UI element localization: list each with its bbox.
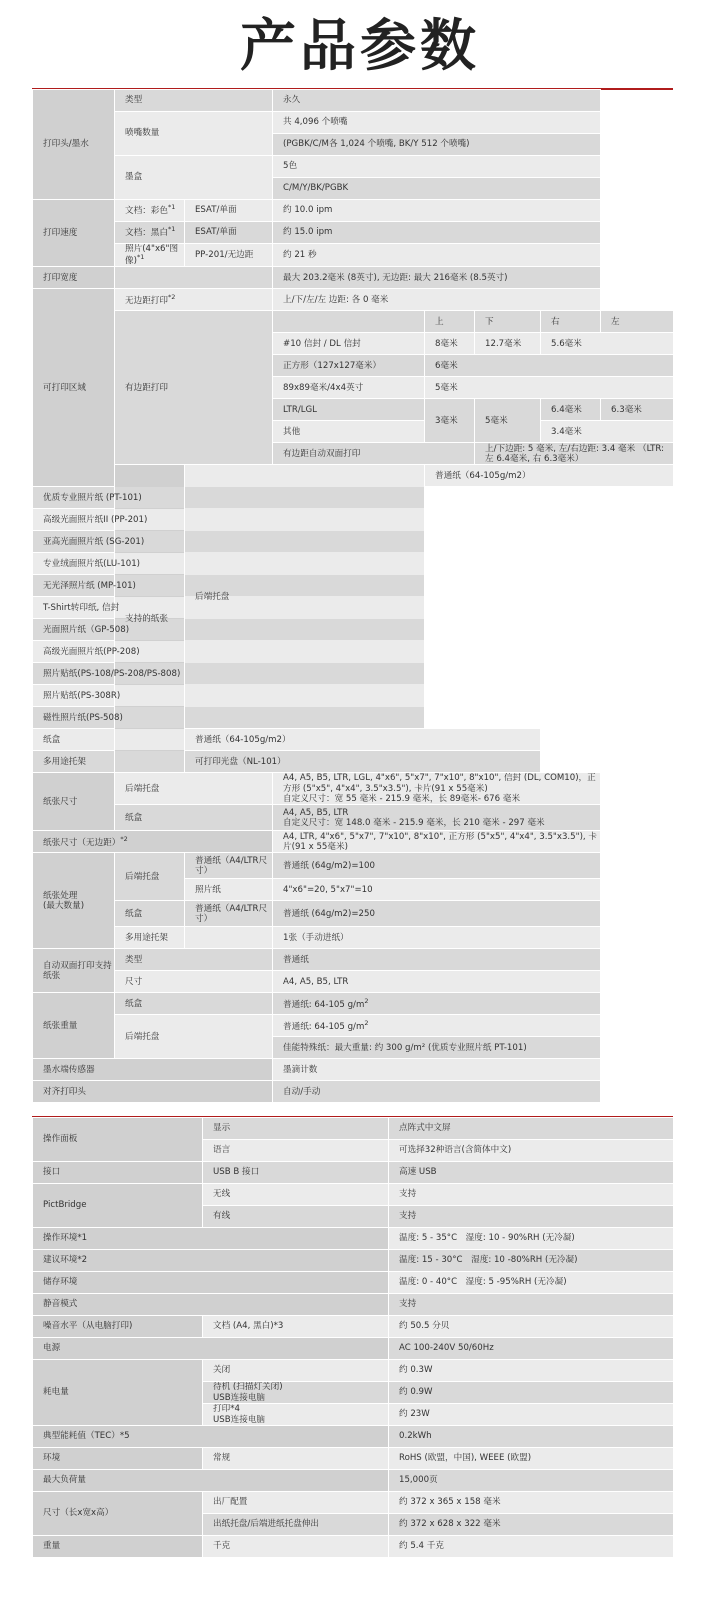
table-cell: 6毫米 xyxy=(425,355,674,377)
table-cell: 上/下边距: 5 毫米, 左/右边距: 3.4 毫米 （LTR: 左 6.4毫米, 右 6.3毫米） xyxy=(475,443,674,465)
table-cell: 6.4毫米 xyxy=(541,399,601,421)
table-cell: 普通纸（64-105g/m2） xyxy=(425,465,674,487)
table-cell: 电源 xyxy=(33,1338,389,1360)
table-row xyxy=(33,90,674,112)
table-cell: 环境 xyxy=(33,1448,203,1470)
table-cell: 照片贴纸(PS-108/PS-208/PS-808) xyxy=(33,663,425,685)
table-cell: 多用途托架 xyxy=(115,927,185,949)
table-cell: 尺寸 xyxy=(115,971,273,993)
table-cell: 墨水端传感器 xyxy=(33,1059,273,1081)
table-cell: 千克 xyxy=(203,1536,389,1558)
table-cell: 共 4,096 个喷嘴 xyxy=(273,112,601,134)
table-row xyxy=(33,1426,674,1448)
table-cell: 1张（手动进纸） xyxy=(273,927,601,949)
table-cell: 约 23W xyxy=(389,1404,674,1426)
table-cell: 无光泽照片纸 (MP-101) xyxy=(33,575,425,597)
table-cell: 3.4毫米 xyxy=(541,421,674,443)
table-row xyxy=(33,1118,674,1140)
table-cell: 下 xyxy=(475,311,541,333)
table-row xyxy=(33,751,674,773)
table-cell: 0.2kWh xyxy=(389,1426,674,1448)
table-cell: 重量 xyxy=(33,1536,203,1558)
table-cell: 其他 xyxy=(273,421,425,443)
table-cell: 出纸托盘/后端进纸托盘伸出 xyxy=(203,1514,389,1536)
table-cell: 墨滴计数 xyxy=(273,1059,601,1081)
table-cell: 有线 xyxy=(203,1206,389,1228)
table-cell: 操作面板 xyxy=(33,1118,203,1162)
table-cell: (PGBK/C/M各 1,024 个喷嘴, BK/Y 512 个喷嘴) xyxy=(273,134,601,156)
table-cell xyxy=(115,267,273,289)
table-cell: 照片贴纸(PS-308R) xyxy=(33,685,425,707)
table-cell: 打印*4 USB连接电脑 xyxy=(203,1404,389,1426)
table-row xyxy=(33,1015,674,1037)
table-row xyxy=(33,971,674,993)
table-cell: 可选择32种语言(含简体中文) xyxy=(389,1140,674,1162)
table-cell: 支持 xyxy=(389,1206,674,1228)
table-cell: 有边距打印 xyxy=(115,311,273,465)
table-cell: 后端托盘 xyxy=(115,853,185,901)
table-cell: 8毫米 xyxy=(425,333,475,355)
table-cell: 约 0.3W xyxy=(389,1360,674,1382)
table-cell: C/M/Y/BK/PGBK xyxy=(273,178,601,200)
table-cell: 最大负荷量 xyxy=(33,1470,389,1492)
table-cell: 约 15.0 ipm xyxy=(273,222,601,244)
table-cell: 对齐打印头 xyxy=(33,1081,273,1103)
table-cell: 约 5.4 千克 xyxy=(389,1536,674,1558)
table-cell: 无边距打印$^{*2}$ xyxy=(115,289,273,311)
table-cell: 无线 xyxy=(203,1184,389,1206)
table-cell: 喷嘴数量 xyxy=(115,112,273,156)
table-cell: 建议环境*2 xyxy=(33,1250,389,1272)
table-row xyxy=(33,1059,674,1081)
table-row xyxy=(33,1250,674,1272)
table-cell: 光面照片纸（GP-508) xyxy=(33,619,425,641)
table-cell: 关闭 xyxy=(203,1360,389,1382)
table-row xyxy=(33,200,674,222)
table-row xyxy=(33,1492,674,1514)
table-cell: 后端托盘 xyxy=(115,1015,273,1059)
table-cell: 照片纸 xyxy=(185,879,273,901)
table-cell: 约 50.5 分贝 xyxy=(389,1316,674,1338)
table-cell: 打印头/墨水 xyxy=(33,90,115,200)
table-cell: 显示 xyxy=(203,1118,389,1140)
table-cell: 优质专业照片纸 (PT-101) xyxy=(33,487,425,509)
table-cell: 待机 (扫描灯关闭) USB连接电脑 xyxy=(203,1382,389,1404)
table-cell: 有边距自动双面打印 xyxy=(273,443,475,465)
table-row xyxy=(33,553,674,575)
table-cell: 最大 203.2毫米 (8英寸), 无边距: 最大 216毫米 (8.5英寸) xyxy=(273,267,601,289)
table-row xyxy=(33,531,674,553)
table-row xyxy=(33,949,674,971)
table-row xyxy=(33,993,674,1015)
table-cell: 普通纸（A4/LTR尺寸） xyxy=(185,853,273,879)
spec-table-2 xyxy=(32,1117,674,1558)
table-row xyxy=(33,1316,674,1338)
table-cell: 温度: 5 - 35°C 湿度: 10 - 90%RH (无冷凝) xyxy=(389,1228,674,1250)
table-cell: 高级光面照片纸(PP-208) xyxy=(33,641,425,663)
spec-table-1 xyxy=(32,89,674,1103)
table-cell: 类型 xyxy=(115,90,273,112)
table-cell: 纸盒 xyxy=(115,993,273,1015)
table-cell: 温度: 15 - 30°C 湿度: 10 -80%RH (无冷凝) xyxy=(389,1250,674,1272)
table-cell: LTR/LGL xyxy=(273,399,425,421)
table-cell: 亚高光面照片纸 (SG-201) xyxy=(33,531,425,553)
table-cell: 普通纸（A4/LTR尺寸） xyxy=(185,901,273,927)
table-row xyxy=(33,707,674,729)
table-cell: 储存环境 xyxy=(33,1272,389,1294)
table-row xyxy=(33,487,674,509)
table-cell: 噪音水平（从电脑打印) xyxy=(33,1316,203,1338)
table-cell: PictBridge xyxy=(33,1184,203,1228)
table-cell: 正方形（127x127毫米） xyxy=(273,355,425,377)
table-cell: 约 10.0 ipm xyxy=(273,200,601,222)
table-cell: 普通纸 (64g/m2)=250 xyxy=(273,901,601,927)
table-cell: 文档：黑白$^{*1}$ xyxy=(115,222,185,244)
table-cell: 支持 xyxy=(389,1294,674,1316)
table-cell: 后端托盘 xyxy=(115,773,273,805)
table-row xyxy=(33,244,674,267)
table-cell: 上/下/左/左 边距: 各 0 毫米 xyxy=(273,289,601,311)
table-cell: A4, A5, B5, LTR xyxy=(273,971,601,993)
page-title: 产品参数 xyxy=(240,14,480,79)
table-row xyxy=(33,1081,674,1103)
table-cell: 3毫米 xyxy=(425,399,475,443)
table-row xyxy=(33,289,674,311)
table-cell: 5毫米 xyxy=(425,377,674,399)
table-cell: 5色 xyxy=(273,156,601,178)
table-cell: 高速 USB xyxy=(389,1162,674,1184)
table-cell: 文档：彩色$^{*1}$ xyxy=(115,200,185,222)
table-cell: 后端托盘 xyxy=(185,465,425,729)
table-row xyxy=(33,311,674,333)
table-cell: 自动/手动 xyxy=(273,1081,601,1103)
table-cell: 普通纸 (64g/m2)=100 xyxy=(273,853,601,879)
table-cell: T-Shirt转印纸, 信封 xyxy=(33,597,425,619)
table-cell: 普通纸: 64-105 $g/m^2$ xyxy=(273,993,601,1015)
table-cell: 纸张尺寸（无边距）$^{*2}$ xyxy=(33,831,273,853)
table-row xyxy=(33,1272,674,1294)
table-row xyxy=(33,831,674,853)
table-row xyxy=(33,927,674,949)
table-cell: 自动双面打印支持纸张 xyxy=(33,949,115,993)
table-row xyxy=(33,465,674,487)
table-cell: 约 372 x 365 x 158 毫米 xyxy=(389,1492,674,1514)
table-cell: 6.3毫米 xyxy=(601,399,674,421)
table-cell xyxy=(273,311,425,333)
table-cell: RoHS (欧盟，中国), WEEE (欧盟) xyxy=(389,1448,674,1470)
table-cell: USB B 接口 xyxy=(203,1162,389,1184)
table-cell: 接口 xyxy=(33,1162,203,1184)
table-row xyxy=(33,1536,674,1558)
table-cell: AC 100-240V 50/60Hz xyxy=(389,1338,674,1360)
table-cell: 温度: 0 - 40°C 湿度: 5 -95%RH (无冷凝) xyxy=(389,1272,674,1294)
table-row xyxy=(33,575,674,597)
table-cell: 墨盒 xyxy=(115,156,273,200)
table-cell: 打印速度 xyxy=(33,200,115,267)
table-cell: 打印宽度 xyxy=(33,267,115,289)
table-cell: A4, A5, B5, LTR, LGL, 4"x6", 5"x7", 7"x10", 8"x10", 信封 (DL, COM10)，正方形 (5"x5", 4"x4", 3.5"x3.5"), 卡片(91 x 55毫米) 自定义尺寸：宽 55 毫米 - 215.9 毫米，长 89毫米- 676 毫米 xyxy=(273,773,601,805)
table-cell: 5.6毫米 xyxy=(541,333,674,355)
table-row xyxy=(33,1448,674,1470)
table-cell: 类型 xyxy=(115,949,273,971)
table-row xyxy=(33,509,674,531)
table-cell: 照片(4"x6"图像)$^{*1}$ xyxy=(115,244,185,267)
table-row xyxy=(33,1338,674,1360)
table-cell: 可打印区域 xyxy=(33,289,115,487)
table-row xyxy=(33,222,674,244)
table-cell xyxy=(185,927,273,949)
table-cell: 高级光面照片纸II (PP-201) xyxy=(33,509,425,531)
table-cell: 支持的纸张 xyxy=(115,465,185,773)
table-cell: 语言 xyxy=(203,1140,389,1162)
table-cell: 佳能特殊纸：最大重量: 约 300 g/m² (优质专业照片纸 PT-101) xyxy=(273,1037,601,1059)
table-row xyxy=(33,663,674,685)
table-cell: 纸盒 xyxy=(115,901,185,927)
table-cell: 约 372 x 628 x 322 毫米 xyxy=(389,1514,674,1536)
table-cell: A4, A5, B5, LTR 自定义尺寸：宽 148.0 毫米 - 215.9 毫米，长 210 毫米 - 297 毫米 xyxy=(273,805,601,831)
table-row xyxy=(33,1360,674,1382)
table-cell: 多用途托架 xyxy=(33,751,185,773)
table-row xyxy=(33,641,674,663)
table-row xyxy=(33,853,674,879)
table-cell: PP-201/无边距 xyxy=(185,244,273,267)
table-cell: 普通纸: 64-105 $g/m^2$ xyxy=(273,1015,601,1037)
table-row xyxy=(33,112,674,134)
table-cell: 纸张重量 xyxy=(33,993,115,1059)
table-cell: 专业绒面照片纸(LU-101) xyxy=(33,553,425,575)
table-cell: 左 xyxy=(601,311,674,333)
table-cell: 耗电量 xyxy=(33,1360,203,1426)
table-cell: #10 信封 / DL 信封 xyxy=(273,333,425,355)
table-cell: 约 21 秒 xyxy=(273,244,601,267)
table-row xyxy=(33,685,674,707)
table-row xyxy=(33,773,674,805)
table-row xyxy=(33,156,674,178)
table-cell: 上 xyxy=(425,311,475,333)
table-cell: 永久 xyxy=(273,90,601,112)
table-cell: ESAT/单面 xyxy=(185,200,273,222)
table-cell: ESAT/单面 xyxy=(185,222,273,244)
table-row xyxy=(33,729,674,751)
table-row xyxy=(33,805,674,831)
table-cell: 典型能耗值（TEC）*5 xyxy=(33,1426,389,1448)
table-cell: 磁性照片纸(PS-508) xyxy=(33,707,425,729)
table-cell: 纸张尺寸 xyxy=(33,773,115,831)
table-row xyxy=(33,1470,674,1492)
table-cell: 点阵式中文屏 xyxy=(389,1118,674,1140)
table-cell: 4"x6"=20, 5"x7"=10 xyxy=(273,879,601,901)
table-cell: 可打印光盘（NL-101） xyxy=(185,751,541,773)
table-cell: A4, LTR, 4"x6", 5"x7", 7"x10", 8"x10", 正方形 (5"x5", 4"x4", 3.5"x3.5"), 卡片(91 x 55毫米) xyxy=(273,831,601,853)
table-cell: 15,000页 xyxy=(389,1470,674,1492)
table-cell: 约 0.9W xyxy=(389,1382,674,1404)
table-row xyxy=(33,1228,674,1250)
table-cell: 5毫米 xyxy=(475,399,541,443)
table-cell: 尺寸（长x宽x高） xyxy=(33,1492,203,1536)
table-cell: 操作环境*1 xyxy=(33,1228,389,1250)
table-cell: 普通纸 xyxy=(273,949,601,971)
table-cell: 静音模式 xyxy=(33,1294,389,1316)
table-cell: 纸张处理 (最大数量) xyxy=(33,853,115,949)
table-row xyxy=(33,1162,674,1184)
table-row xyxy=(33,1184,674,1206)
table-cell: 89x89毫米/4x4英寸 xyxy=(273,377,425,399)
table-row xyxy=(33,1294,674,1316)
table-cell: 纸盒 xyxy=(115,805,273,831)
table-cell: 右 xyxy=(541,311,601,333)
table-cell: 常规 xyxy=(203,1448,389,1470)
table-cell: 普通纸（64-105g/m2） xyxy=(185,729,541,751)
table-row xyxy=(33,901,674,927)
table-cell: 出厂配置 xyxy=(203,1492,389,1514)
table-row xyxy=(33,267,674,289)
table-cell: 支持 xyxy=(389,1184,674,1206)
table-cell: 文档 (A4, 黑白)*3 xyxy=(203,1316,389,1338)
table-cell: 12.7毫米 xyxy=(475,333,541,355)
table-cell: 纸盒 xyxy=(33,729,185,751)
